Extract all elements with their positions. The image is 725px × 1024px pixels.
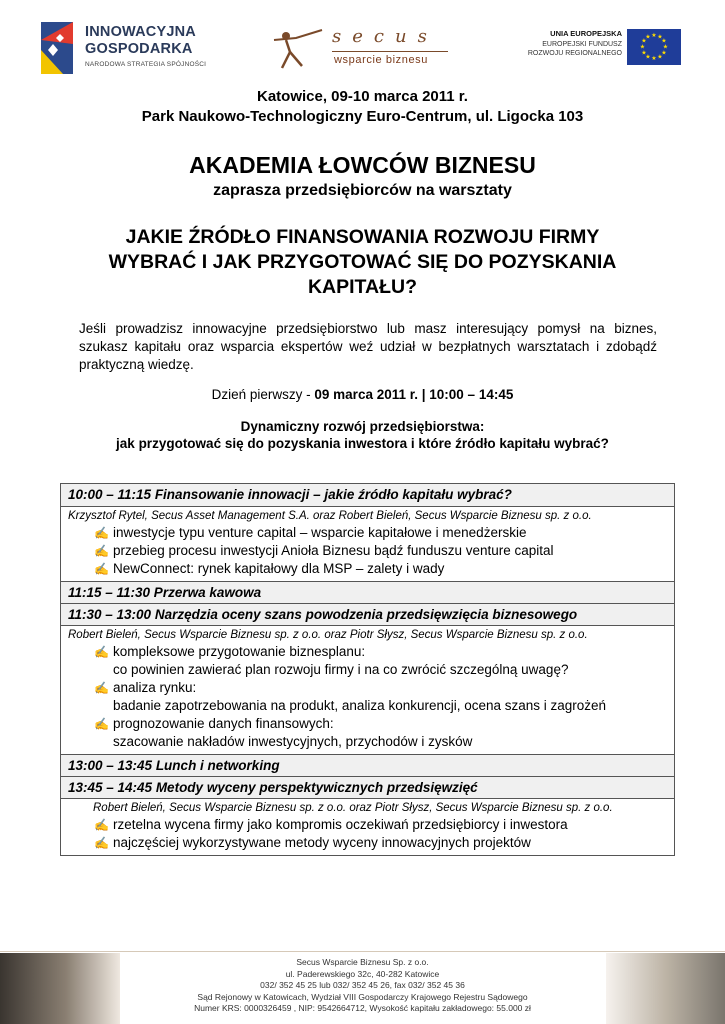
- secus-underline: [332, 51, 448, 52]
- list-item: [61, 542, 674, 560]
- item-continuation: badanie zapotrzebowania na produkt, analiza konkurencji, ocena szans i zagrożeń: [113, 698, 607, 713]
- main-subtitle: zaprasza przedsiębiorców na warsztaty: [213, 182, 512, 199]
- footer-company-info: [0, 957, 725, 1015]
- day-prefix: Dzień pierwszy -: [211, 387, 315, 402]
- svg-text:★: ★: [661, 37, 667, 45]
- schedule-detail-5: [61, 798, 674, 855]
- item-text: NewConnect: rynek kapitałowy dla MSP – zalety i wady: [113, 561, 445, 576]
- theme-line2: jak przygotować się do pozyskania inwestora i które źródło kapitału wybrać?: [116, 436, 609, 451]
- main-title: AKADEMIA ŁOWCÓW BIZNESU: [189, 152, 536, 178]
- pointing-hand-icon: ✍: [94, 544, 109, 558]
- footer-divider: [0, 951, 725, 952]
- item-text: najczęściej wykorzystywane metody wyceny innowacyjnych projektów: [113, 835, 531, 850]
- schedule-slot-1: 10:00 – 11:15 Finansowanie innowacji – jakie źródło kapitału wybrać?: [61, 484, 674, 506]
- svg-text:★: ★: [651, 55, 657, 62]
- eu-logo: [510, 29, 686, 69]
- speakers: Robert Bieleń, Secus Wsparcie Biznesu sp. z o.o. oraz Piotr Słysz, Secus Wsparcie Biznesu sp. z o.o.: [68, 629, 588, 641]
- svg-text:★: ★: [641, 49, 647, 57]
- secus-word: secus: [332, 26, 438, 47]
- item-text: inwestycje typu venture capital – wsparcie kapitałowe i menedżerskie: [113, 525, 527, 540]
- secus-subtitle: wsparcie biznesu: [334, 54, 428, 66]
- svg-text:★: ★: [645, 33, 651, 41]
- topic-line1: JAKIE ŹRÓDŁO FINANSOWANIA ROZWOJU FIRMY: [125, 226, 600, 248]
- item-text: kompleksowe przygotowanie biznesplanu:: [113, 644, 366, 659]
- eu-line1: UNIA EUROPEJSKA: [550, 29, 622, 38]
- item-continuation: szacowanie nakładów inwestycyjnych, przychodów i zysków: [113, 734, 473, 749]
- list-item: [61, 715, 674, 733]
- item-continuation: co powinien zawierać plan rozwoju firmy i na co zwrócić szczególną uwagę?: [113, 662, 569, 677]
- secus-logo: [272, 26, 452, 72]
- pointing-hand-icon: ✍: [94, 526, 109, 540]
- footer-court: Sąd Rejonowy w Katowicach, Wydział VIII Gospodarczy Krajowego Rejestru Sądowego: [197, 991, 528, 1002]
- ig-subtitle: NARODOWA STRATEGIA SPÓJNOŚCI: [85, 61, 207, 68]
- footer-address: ul. Paderewskiego 32c, 40-282 Katowice: [285, 968, 440, 979]
- svg-text:★: ★: [657, 33, 663, 41]
- footer-company: Secus Wsparcie Biznesu Sp. z o.o.: [296, 957, 429, 967]
- day-date-time: 09 marca 2011 r. | 10:00 – 14:45: [314, 387, 514, 402]
- workshop-topic: [0, 225, 725, 300]
- item-text: analiza rynku:: [113, 680, 197, 695]
- footer-krs: Numer KRS: 0000326459 , NIP: 9542664712, Wysokość kapitału zakładowego: 55.000 zł: [194, 1003, 531, 1013]
- svg-text:★: ★: [662, 43, 669, 51]
- svg-text:★: ★: [639, 43, 646, 51]
- list-item: [61, 560, 674, 578]
- eu-line2: EUROPEJSKI FUNDUSZ: [542, 40, 622, 48]
- ig-title-line1: INNOWACYJNA: [85, 24, 196, 40]
- svg-text:★: ★: [661, 49, 667, 57]
- day-one: [0, 387, 725, 402]
- item-text: prognozowanie danych finansowych:: [113, 716, 334, 731]
- svg-text:★: ★: [645, 53, 651, 61]
- schedule-slot-3: 11:30 – 13:00 Narzędzia oceny szans powodzenia przedsięwzięcia biznesowego: [61, 603, 674, 625]
- svg-text:★: ★: [657, 53, 663, 61]
- secus-figure-icon: [272, 26, 330, 70]
- schedule-detail-3: [61, 625, 674, 754]
- innowacyjna-gospodarka-logo: [33, 20, 233, 76]
- eu-text: [528, 29, 622, 59]
- speakers: Robert Bieleń, Secus Wsparcie Biznesu sp. z o.o. oraz Piotr Słysz, Secus Wsparcie Biznesu sp. z o.o.: [93, 802, 613, 814]
- ig-title: [85, 24, 196, 58]
- event-venue: Park Naukowo-Technologiczny Euro-Centrum, ul. Ligocka 103: [141, 108, 584, 125]
- pointing-hand-icon: ✍: [94, 717, 109, 731]
- footer-phone: 032/ 352 45 25 lub 032/ 352 45 26, fax 032/ 352 45 36: [260, 980, 465, 990]
- list-item: [61, 524, 674, 542]
- list-item: [61, 643, 674, 661]
- schedule-slot-4: 13:00 – 13:45 Lunch i networking: [61, 754, 674, 776]
- pointing-hand-icon: ✍: [94, 836, 109, 850]
- list-item: [61, 679, 674, 697]
- pointing-hand-icon: ✍: [94, 645, 109, 659]
- ig-emblem-icon: [33, 20, 81, 76]
- schedule-detail-1: [61, 506, 674, 581]
- svg-text:★: ★: [651, 32, 657, 39]
- pointing-hand-icon: ✍: [94, 818, 109, 832]
- schedule-table: [60, 483, 675, 856]
- item-text: przebieg procesu inwestycji Anioła Biznesu bądź funduszu venture capital: [113, 543, 554, 558]
- eu-flag-icon: [627, 29, 681, 65]
- item-text: rzetelna wycena firmy jako kompromis oczekiwań przedsiębiorcy i inwestora: [113, 817, 568, 832]
- topic-line3: KAPITAŁU?: [307, 276, 418, 298]
- intro-paragraph: Jeśli prowadzisz innowacyjne przedsiębiorstwo lub masz interesujący pomysł na biznes, szukasz kapitału oraz wsparcia ekspertów weź udział w bezpłatnych warsztatach i zdobądź praktyczną wiedzę.: [79, 321, 657, 372]
- pointing-hand-icon: ✍: [94, 681, 109, 695]
- ig-title-line2: GOSPODARKA: [85, 41, 193, 57]
- pointing-hand-icon: ✍: [94, 562, 109, 576]
- list-item: [61, 834, 674, 852]
- svg-text:★: ★: [641, 37, 647, 45]
- event-date: Katowice, 09-10 marca 2011 r.: [257, 88, 468, 105]
- topic-line2: WYBRAĆ I JAK PRZYGOTOWAĆ SIĘ DO POZYSKANIA: [108, 251, 617, 273]
- schedule-slot-5: 13:45 – 14:45 Metody wyceny perspektywicznych przedsięwzięć: [61, 776, 674, 798]
- speakers: Krzysztof Rytel, Secus Asset Management S.A. oraz Robert Bieleń, Secus Wsparcie Biznesu sp. z o.o.: [68, 510, 592, 522]
- eu-line3: ROZWOJU REGIONALNEGO: [527, 50, 622, 57]
- footer: [0, 951, 725, 1024]
- theme-line1: Dynamiczny rozwój przedsiębiorstwa:: [240, 419, 485, 434]
- schedule-slot-2: 11:15 – 11:30 Przerwa kawowa: [61, 581, 674, 603]
- list-item: [61, 816, 674, 834]
